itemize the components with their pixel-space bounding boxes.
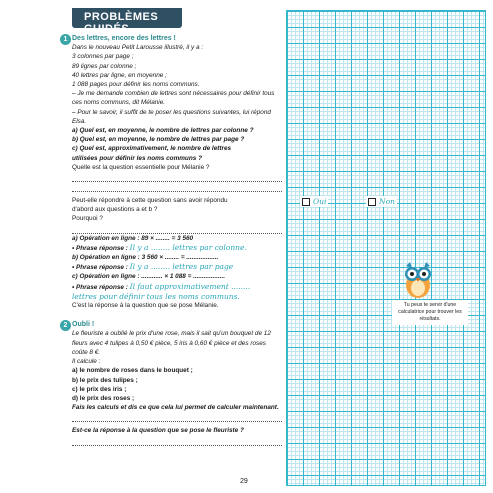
answer-line[interactable] xyxy=(72,412,282,422)
bullet: 3 colonnes par page ; xyxy=(72,53,134,61)
problem-2 xyxy=(63,320,282,445)
answer-line[interactable] xyxy=(72,224,282,234)
why-label: Pourquoi ? xyxy=(72,215,103,223)
problem-2-text: Le fleuriste a oublié le prix d'une rose, mais il sait qu'un bouquet de 12 fleurs avec 4 tulipes à 0,50 € pièce, 5 iris à 0,60 € pièce et des roses coûte 8 €. xyxy=(72,330,271,356)
owl-note: Tu peux te servir d'une calculatrice pour trouver les résultats. xyxy=(392,300,468,325)
checkbox-icon[interactable] xyxy=(368,198,376,206)
phrase-label: • Phrase réponse : xyxy=(72,264,128,272)
checkbox-non-label: Non xyxy=(379,197,395,206)
answer-b: Il y a ........ lettres par page xyxy=(129,262,234,272)
problem-number-2: 2 xyxy=(60,320,71,331)
question-c: c) Quel est, approximativement, le nombre de lettres xyxy=(72,145,232,153)
page-number: 29 xyxy=(240,478,248,485)
operation-c: c) Opération en ligne : ............ × 1 088 = .................. xyxy=(72,273,226,281)
dialog-line: – Pour le savoir, il suffit de te poser les questions suivantes, lui répond Elsa. xyxy=(72,108,271,125)
item: b) le prix des tulipes ; xyxy=(72,376,138,384)
graph-paper[interactable] xyxy=(286,10,486,486)
closing-text: C'est la réponse à la question que se pose Mélanie. xyxy=(72,302,219,310)
operation-b: b) Opération en ligne : 3 560 × ........ = .................. xyxy=(72,254,219,262)
answer-a: Il y a ........ lettres par colonne. xyxy=(129,242,247,252)
question-a: a) Quel est, en moyenne, le nombre de lettres par colonne ? xyxy=(72,127,254,135)
item: c) le prix des iris ; xyxy=(72,385,127,393)
instruction: Fais les calculs et dis ce que cela lui permet de calculer maintenant. xyxy=(72,404,279,412)
followup-question-cont: d'abord aux questions a et b ? xyxy=(72,206,158,214)
section-header xyxy=(72,8,182,35)
checkbox-non[interactable] xyxy=(366,196,397,207)
answer-line[interactable] xyxy=(72,436,282,446)
problem-title-2: Oubli ! xyxy=(72,321,95,329)
essential-question: Quelle est la question essentielle pour Mélanie ? xyxy=(72,163,210,171)
answer-c2: lettres pour définir tous les noms communs. xyxy=(72,291,240,301)
checkbox-icon[interactable] xyxy=(302,198,310,206)
problem-title-1: Des lettres, encore des lettres ! xyxy=(72,35,176,42)
operation-a: a) Opération en ligne : 89 × ........ = 3 560 xyxy=(72,234,194,242)
problems-column xyxy=(63,34,282,446)
answer-line[interactable] xyxy=(72,182,282,192)
bullet: 40 lettres par ligne, en moyenne ; xyxy=(72,71,167,79)
final-question: Est-ce la réponse à la question que se pose le fleuriste ? xyxy=(72,427,244,435)
bullet: 1 088 pages pour définir les noms communs. xyxy=(72,81,200,89)
section-title: PROBLÈMES GUIDÉS xyxy=(84,11,159,35)
checkbox-oui[interactable] xyxy=(300,196,328,207)
calc-label: Il calcule : xyxy=(72,358,101,366)
intro-text: Dans le nouveau Petit Larousse illustré, il y a : xyxy=(72,44,204,52)
question-b: b) Quel est, en moyenne, le nombre de lettres par page ? xyxy=(72,136,245,144)
followup-question: Peut-elle répondre à cette question sans avoir répondu xyxy=(72,197,228,205)
phrase-label: • Phrase réponse : xyxy=(72,244,128,252)
question-c-cont: utilisées pour définir les noms communs ? xyxy=(72,154,202,162)
problem-1 xyxy=(63,34,282,310)
item: a) le nombre de roses dans le bouquet ; xyxy=(72,367,193,375)
dialog-line: – Je me demande combien de lettres sont nécessaires pour définir tous ces noms communs, dit Mélanie. xyxy=(72,90,275,107)
phrase-label: • Phrase réponse : xyxy=(72,283,128,291)
problem-number-1: 1 xyxy=(60,34,71,45)
answer-line[interactable] xyxy=(72,172,282,182)
answer-c1: Il faut approximativement ........ xyxy=(129,281,251,291)
bullet: 89 lignes par colonne ; xyxy=(72,62,137,70)
owl-icon xyxy=(400,258,436,300)
checkbox-oui-label: Oui xyxy=(313,197,327,206)
item: d) le prix des roses ; xyxy=(72,394,135,402)
